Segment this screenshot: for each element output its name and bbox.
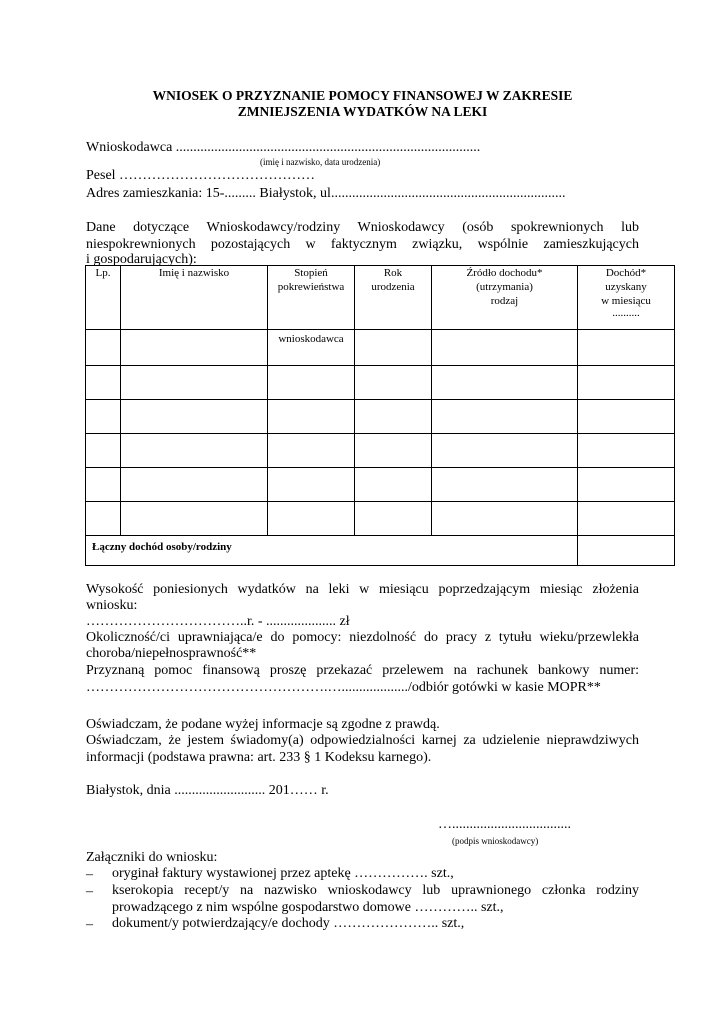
total-income-label: Łączny dochód osoby/rodziny <box>86 536 578 566</box>
place-date-field[interactable]: Białystok, dnia .......................... 201…… r. <box>86 783 329 798</box>
table-cell[interactable] <box>121 400 268 434</box>
table-total-row <box>86 536 675 566</box>
declaration-line-2: Oświadczam, że jestem świadomy(a) odpowiedzialności karnej za udzielenie nieprawdziwych <box>86 733 639 748</box>
table-cell[interactable] <box>578 400 675 434</box>
table-cell[interactable] <box>86 330 121 366</box>
table-cell[interactable] <box>432 468 578 502</box>
table-cell[interactable] <box>121 366 268 400</box>
table-cell[interactable] <box>355 400 432 434</box>
table-row <box>86 400 675 434</box>
declaration-line-3: informacji (podstawa prawna: art. 233 § 1 Kodeksu karnego). <box>86 750 432 765</box>
table-cell[interactable] <box>121 502 268 536</box>
table-cell[interactable] <box>268 400 355 434</box>
header-name: Imię i nazwisko <box>121 266 268 330</box>
table-cell-relation[interactable]: wnioskodawca <box>268 330 355 366</box>
payment-account-field[interactable]: …………………………………………….….................../odbiór gotówki w kasie MOPR** <box>86 680 601 695</box>
table-cell[interactable] <box>268 434 355 468</box>
bullet-dash: – <box>86 884 93 899</box>
table-row <box>86 330 675 366</box>
header-lp: Lp. <box>86 266 121 330</box>
table-cell[interactable] <box>268 366 355 400</box>
table-cell[interactable] <box>432 400 578 434</box>
attachment-item-2-line-1: kserokopia recept/y na nazwisko wnioskodawcy lub uprawnionego członka rodziny <box>112 883 639 898</box>
attachment-item-1: oryginał faktury wystawionej przez aptekę ……………. szt., <box>112 866 454 881</box>
total-income-cell[interactable] <box>578 536 675 566</box>
header-birth-year: Rok urodzenia <box>355 266 432 330</box>
attachments-heading: Załączniki do wniosku: <box>86 850 218 865</box>
table-cell[interactable] <box>355 366 432 400</box>
expenses-amount-field[interactable]: ……………………………..r. - .................... zł <box>86 614 350 629</box>
table-cell[interactable] <box>432 434 578 468</box>
table-cell[interactable] <box>268 468 355 502</box>
table-cell[interactable] <box>121 468 268 502</box>
table-cell[interactable] <box>86 468 121 502</box>
table-cell[interactable] <box>86 502 121 536</box>
table-cell[interactable] <box>355 502 432 536</box>
table-cell[interactable] <box>355 468 432 502</box>
table-header-row <box>86 266 675 330</box>
table-cell[interactable] <box>355 434 432 468</box>
declaration-line-1: Oświadczam, że podane wyżej informacje są zgodne z prawdą. <box>86 717 440 732</box>
table-cell[interactable] <box>432 502 578 536</box>
bullet-dash: – <box>86 867 93 882</box>
header-income-source: Źródło dochodu* (utrzymania) rodzaj <box>432 266 578 330</box>
address-field[interactable]: Adres zamieszkania: 15-......... Białystok, ul................................................................... <box>86 186 566 201</box>
bullet-dash: – <box>86 917 93 932</box>
form-title-line-2: ZMNIEJSZENIA WYDATKÓW NA LEKI <box>237 104 488 119</box>
table-cell[interactable] <box>86 400 121 434</box>
applicant-name-hint: (imię i nazwisko, data urodzenia) <box>260 157 381 167</box>
table-cell[interactable] <box>578 330 675 366</box>
circumstances-line-1: Okoliczność/ci uprawniająca/e do pomocy: niezdolność do pracy z tytułu wieku/przewlekła <box>86 630 639 645</box>
table-cell[interactable] <box>578 468 675 502</box>
table-cell[interactable] <box>86 434 121 468</box>
table-cell[interactable] <box>86 366 121 400</box>
expenses-line-1: Wysokość poniesionych wydatków na leki w miesiącu poprzedzającym miesiąc złożenia <box>86 582 639 597</box>
household-intro-line-3: i gospodarujących): <box>86 252 197 267</box>
attachment-item-3: dokument/y potwierdzający/e dochody ………………….. szt., <box>112 916 465 931</box>
table-cell[interactable] <box>578 502 675 536</box>
table-cell[interactable] <box>268 502 355 536</box>
applicant-name-field[interactable]: Wnioskodawca ....................................................................................... <box>86 140 481 155</box>
table-cell[interactable] <box>432 366 578 400</box>
signature-field[interactable]: ….................................. <box>438 817 571 832</box>
table-row <box>86 468 675 502</box>
table-row <box>86 502 675 536</box>
pesel-field[interactable]: Pesel …………………………………… <box>86 168 316 183</box>
payment-line-1: Przyznaną pomoc finansową proszę przekazać przelewem na rachunek bankowy numer: <box>86 663 639 678</box>
header-relation: Stopień pokrewieństwa <box>268 266 355 330</box>
table-cell[interactable] <box>432 330 578 366</box>
attachment-item-2-line-2: prowadzącego z nim wspólne gospodarstwo domowe ………….. szt., <box>112 900 504 915</box>
table-cell[interactable] <box>121 434 268 468</box>
household-intro-line-2: niespokrewnionych pozostających w faktycznym związku, wspólnie zamieszkujących <box>86 237 639 252</box>
table-row <box>86 366 675 400</box>
form-title-line-1: WNIOSEK O PRZYZNANIE POMOCY FINANSOWEJ W ZAKRESIE <box>152 88 573 103</box>
circumstances-line-2: choroba/niepełnosprawność** <box>86 646 257 661</box>
table-cell[interactable] <box>121 330 268 366</box>
household-intro-line-1: Dane dotyczące Wnioskodawcy/rodziny Wnioskodawcy (osób spokrewnionych lub <box>86 220 639 235</box>
table-row <box>86 434 675 468</box>
header-income: Dochód* uzyskany w miesiącu .......... <box>578 266 675 330</box>
household-table <box>85 265 675 566</box>
table-cell[interactable] <box>578 366 675 400</box>
signature-hint: (podpis wnioskodawcy) <box>452 836 539 846</box>
table-cell[interactable] <box>355 330 432 366</box>
table-cell[interactable] <box>578 434 675 468</box>
expenses-line-2: wniosku: <box>86 598 138 613</box>
